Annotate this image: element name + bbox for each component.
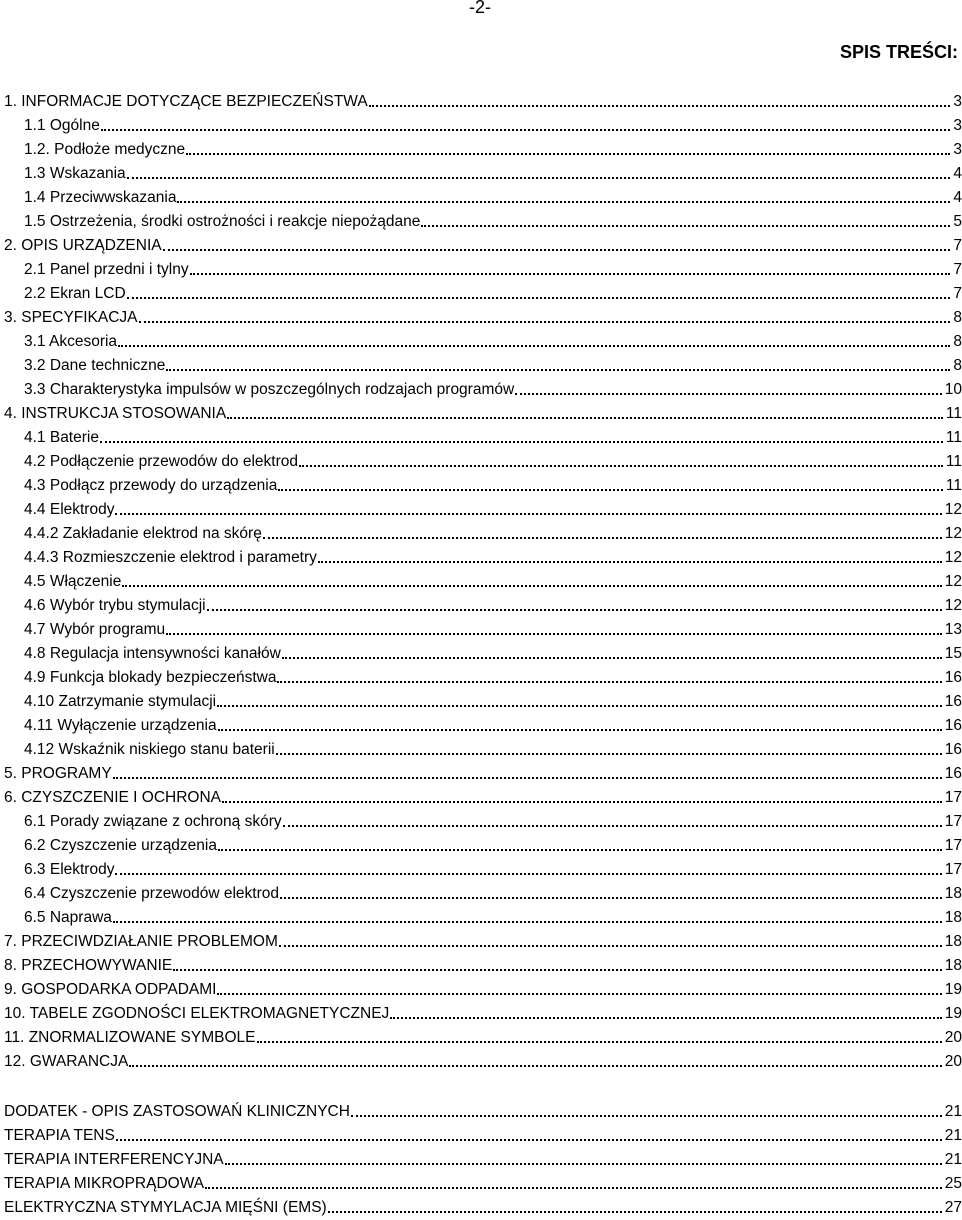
toc-leader-dots (166, 359, 950, 371)
toc-entry[interactable] (4, 1026, 962, 1050)
table-of-contents (4, 90, 962, 1220)
toc-leader-dots (100, 431, 943, 443)
toc-leader-dots (127, 287, 951, 299)
toc-leader-dots (113, 767, 942, 779)
toc-entry[interactable] (4, 738, 962, 762)
toc-leader-dots (129, 1055, 941, 1067)
toc-entry[interactable] (4, 1050, 962, 1074)
toc-entry-label: 6.2 Czyszczenie urządzenia (24, 837, 217, 854)
toc-entry-page: 11 (945, 477, 962, 494)
toc-entry-page: 21 (944, 1103, 962, 1120)
toc-entry-page: 12 (944, 501, 962, 518)
toc-entry-page: 5 (953, 213, 962, 230)
toc-entry[interactable] (4, 450, 962, 474)
toc-leader-dots (115, 863, 941, 875)
toc-entry[interactable] (4, 1100, 962, 1124)
toc-entry-label: 5. PROGRAMY (4, 765, 112, 782)
toc-entry[interactable] (4, 522, 962, 546)
toc-entry-label: 1. INFORMACJE DOTYCZĄCE BEZPIECZEŃSTWA (4, 93, 368, 110)
toc-leader-dots (101, 119, 951, 131)
toc-entry-page: 18 (944, 909, 962, 926)
toc-entry-label: 4.10 Zatrzymanie stymulacji (24, 693, 217, 710)
toc-entry-label: DODATEK - OPIS ZASTOSOWAŃ KLINICZNYCH (4, 1103, 350, 1120)
toc-entry-label: 1.1 Ogólne (24, 117, 100, 134)
toc-entry-page: 16 (944, 717, 962, 734)
toc-leader-dots (515, 383, 942, 395)
toc-entry[interactable] (4, 570, 962, 594)
toc-entry[interactable] (4, 1124, 962, 1148)
toc-entry-label: 2.2 Ekran LCD (24, 285, 126, 302)
toc-entry-label: 9. GOSPODARKA ODPADAMI (4, 981, 217, 998)
toc-entry-label: 1.2. Podłoże medyczne (24, 141, 186, 158)
toc-entry[interactable] (4, 186, 962, 210)
toc-entry-page: 12 (944, 597, 962, 614)
toc-entry-page: 3 (953, 117, 962, 134)
toc-entry[interactable] (4, 282, 962, 306)
toc-entry-page: 11 (945, 429, 962, 446)
toc-title: SPIS TREŚCI: (839, 42, 958, 62)
toc-entry[interactable] (4, 882, 962, 906)
toc-entry-page: 16 (944, 741, 962, 758)
toc-entry-page: 12 (944, 549, 962, 566)
toc-entry-label: 3. SPECYFIKACJA (4, 309, 138, 326)
toc-entry-label: 4. INSTRUKCJA STOSOWANIA (4, 405, 227, 422)
toc-entry-page: 18 (944, 957, 962, 974)
toc-entry[interactable] (4, 1196, 962, 1220)
toc-entry-page: 18 (944, 885, 962, 902)
toc-entry[interactable] (4, 258, 962, 282)
toc-entry-page: 8 (953, 333, 962, 350)
toc-entry[interactable] (4, 474, 962, 498)
toc-leader-dots (276, 743, 942, 755)
toc-entry-label: 4.8 Regulacja intensywności kanałów (24, 645, 281, 662)
toc-leader-dots (116, 1129, 942, 1141)
toc-entry[interactable] (4, 378, 962, 402)
toc-leader-dots (257, 1031, 942, 1043)
toc-entry[interactable] (4, 354, 962, 378)
toc-entry[interactable] (4, 594, 962, 618)
toc-entry-label: TERAPIA TENS (4, 1127, 115, 1144)
toc-leader-dots (351, 1105, 942, 1117)
toc-entry[interactable] (4, 114, 962, 138)
toc-leader-dots (218, 719, 942, 731)
toc-entry-page: 17 (944, 861, 962, 878)
toc-entry-page: 8 (953, 309, 962, 326)
toc-entry-page: 8 (953, 357, 962, 374)
toc-entry-label: TERAPIA INTERFERENCYJNA (4, 1151, 224, 1168)
toc-leader-dots (177, 191, 950, 203)
toc-entry-label: 12. GWARANCJA (4, 1053, 129, 1070)
toc-entry[interactable] (4, 1002, 962, 1026)
toc-leader-dots (113, 911, 942, 923)
toc-entry[interactable] (4, 906, 962, 930)
toc-leader-dots (318, 551, 942, 563)
toc-leader-dots (115, 503, 941, 515)
toc-leader-dots (299, 455, 943, 467)
toc-entry-label: 4.2 Podłączenie przewodów do elektrod (24, 453, 299, 470)
toc-leader-dots (139, 311, 951, 323)
toc-entry-page: 4 (953, 165, 962, 182)
toc-entry-label: 4.6 Wybór trybu stymulacji (24, 597, 206, 614)
toc-entry[interactable] (4, 330, 962, 354)
toc-entry[interactable] (4, 402, 962, 426)
toc-leader-dots (222, 791, 942, 803)
toc-entry-label: 4.3 Podłącz przewody do urządzenia (24, 477, 278, 494)
toc-entry[interactable] (4, 546, 962, 570)
toc-entry-label: 4.9 Funkcja blokady bezpieczeństwa (24, 669, 277, 686)
toc-entry-label: 1.5 Ostrzeżenia, środki ostrożności i reakcje niepożądane (24, 213, 421, 230)
toc-entry-label: 4.11 Wyłączenie urządzenia (24, 717, 217, 734)
toc-entry-label: 10. TABELE ZGODNOŚCI ELEKTROMAGNETYCZNEJ (4, 1005, 390, 1022)
toc-leader-dots (263, 527, 942, 539)
toc-leader-dots (225, 1153, 942, 1165)
toc-leader-dots (217, 983, 941, 995)
toc-entry-label: 8. PRZECHOWYWANIE (4, 957, 173, 974)
toc-entry[interactable] (4, 978, 962, 1002)
toc-entry-page: 25 (944, 1175, 962, 1192)
toc-entry-label: 4.4.3 Rozmieszczenie elektrod i parametry (24, 549, 317, 566)
toc-leader-dots (278, 479, 943, 491)
toc-entry-label: 2.1 Panel przedni i tylny (24, 261, 189, 278)
page-number: -2- (469, 0, 491, 17)
toc-entry[interactable] (4, 690, 962, 714)
toc-leader-dots (328, 1201, 942, 1213)
toc-entry-label: 6.1 Porady związane z ochroną skóry (24, 813, 282, 830)
toc-entry[interactable] (4, 642, 962, 666)
toc-entry-label: 1.3 Wskazania (24, 165, 126, 182)
toc-entry-label: 4.4 Elektrody (24, 501, 115, 518)
toc-entry-page: 17 (944, 789, 962, 806)
toc-entry[interactable] (4, 90, 962, 114)
toc-entry-page: 17 (944, 813, 962, 830)
toc-entry[interactable] (4, 306, 962, 330)
toc-leader-dots (190, 263, 951, 275)
toc-entry-page: 20 (944, 1029, 962, 1046)
toc-entry-label: 7. PRZECIWDZIAŁANIE PROBLEMOM (4, 933, 278, 950)
toc-entry[interactable] (4, 786, 962, 810)
toc-leader-dots (173, 959, 942, 971)
toc-entry-label: 3.2 Dane techniczne (24, 357, 166, 374)
toc-leader-dots (218, 839, 942, 851)
toc-entry-page: 27 (944, 1199, 962, 1216)
toc-entry[interactable] (4, 162, 962, 186)
toc-entry-page: 4 (953, 189, 962, 206)
toc-leader-dots (282, 647, 942, 659)
toc-entry[interactable] (4, 498, 962, 522)
toc-leader-dots (186, 143, 950, 155)
toc-entry[interactable] (4, 234, 962, 258)
toc-entry-label: 1.4 Przeciwwskazania (24, 189, 177, 206)
toc-entry[interactable] (4, 138, 962, 162)
toc-entry-page: 12 (944, 573, 962, 590)
toc-entry-page: 16 (944, 765, 962, 782)
toc-entry-label: 6.3 Elektrody (24, 861, 115, 878)
toc-entry-label: 4.4.2 Zakładanie elektrod na skórę (24, 525, 262, 542)
toc-entry-label: 6. CZYSZCZENIE I OCHRONA (4, 789, 222, 806)
toc-leader-dots (122, 575, 941, 587)
toc-entry[interactable] (4, 666, 962, 690)
toc-entry-label: 11. ZNORMALIZOWANE SYMBOLE (4, 1029, 256, 1046)
toc-entry-label: 4.7 Wybór programu (24, 621, 166, 638)
toc-entry-page: 3 (953, 141, 962, 158)
toc-entry-page: 11 (945, 453, 962, 470)
toc-leader-dots (118, 335, 950, 347)
toc-entry-page: 19 (944, 981, 962, 998)
toc-entry[interactable] (4, 618, 962, 642)
toc-entry-label: 6.5 Naprawa (24, 909, 112, 926)
toc-entry-page: 20 (944, 1053, 962, 1070)
toc-entry-page: 17 (944, 837, 962, 854)
toc-leader-dots (277, 671, 941, 683)
toc-entry-page: 15 (944, 645, 962, 662)
toc-leader-dots (390, 1007, 941, 1019)
toc-leader-dots (127, 167, 951, 179)
toc-leader-dots (163, 239, 951, 251)
toc-entry-page: 7 (953, 261, 962, 278)
toc-entry[interactable] (4, 810, 962, 834)
toc-leader-dots (207, 599, 942, 611)
toc-leader-dots (421, 215, 950, 227)
toc-entry-page: 7 (953, 237, 962, 254)
toc-entry-label: 2. OPIS URZĄDZENIA (4, 237, 162, 254)
toc-entry[interactable] (4, 834, 962, 858)
toc-entry-label: TERAPIA MIKROPRĄDOWA (4, 1175, 205, 1192)
toc-entry-label: 4.1 Baterie (24, 429, 99, 446)
toc-leader-dots (205, 1177, 942, 1189)
toc-entry-label: 4.5 Włączenie (24, 573, 122, 590)
toc-entry-page: 16 (944, 693, 962, 710)
toc-entry[interactable] (4, 930, 962, 954)
toc-leader-dots (166, 623, 942, 635)
toc-leader-dots (279, 935, 942, 947)
toc-entry-page: 13 (944, 621, 962, 638)
toc-entry-page: 21 (944, 1151, 962, 1168)
toc-entry-page: 10 (944, 381, 962, 398)
toc-entry-page: 16 (944, 669, 962, 686)
toc-entry-page: 18 (944, 933, 962, 950)
toc-leader-dots (227, 407, 943, 419)
toc-entry[interactable] (4, 954, 962, 978)
toc-entry[interactable] (4, 858, 962, 882)
toc-entry-page: 11 (945, 405, 962, 422)
toc-entry[interactable] (4, 1148, 962, 1172)
toc-entry-page: 12 (944, 525, 962, 542)
toc-entry-page: 7 (953, 285, 962, 302)
toc-leader-dots (283, 815, 942, 827)
toc-entry-label: 3.3 Charakterystyka impulsów w poszczególnych rodzajach programów (24, 381, 515, 398)
toc-entry-page: 19 (944, 1005, 962, 1022)
toc-entry[interactable] (4, 1172, 962, 1196)
toc-entry-label: 4.12 Wskaźnik niskiego stanu baterii (24, 741, 275, 758)
toc-entry[interactable] (4, 714, 962, 738)
toc-entry-label: ELEKTRYCZNA STYMYLACJA MIĘŚNI (EMS) (4, 1199, 327, 1216)
toc-entry-label: 3.1 Akcesoria (24, 333, 118, 350)
toc-entry-page: 3 (953, 93, 962, 110)
toc-entry[interactable] (4, 210, 962, 234)
toc-entry[interactable] (4, 426, 962, 450)
toc-leader-dots (369, 95, 951, 107)
toc-entry-label: 6.4 Czyszczenie przewodów elektrod (24, 885, 280, 902)
toc-leader-dots (217, 695, 942, 707)
toc-entry-page: 21 (944, 1127, 962, 1144)
toc-entry[interactable] (4, 762, 962, 786)
toc-leader-dots (280, 887, 942, 899)
